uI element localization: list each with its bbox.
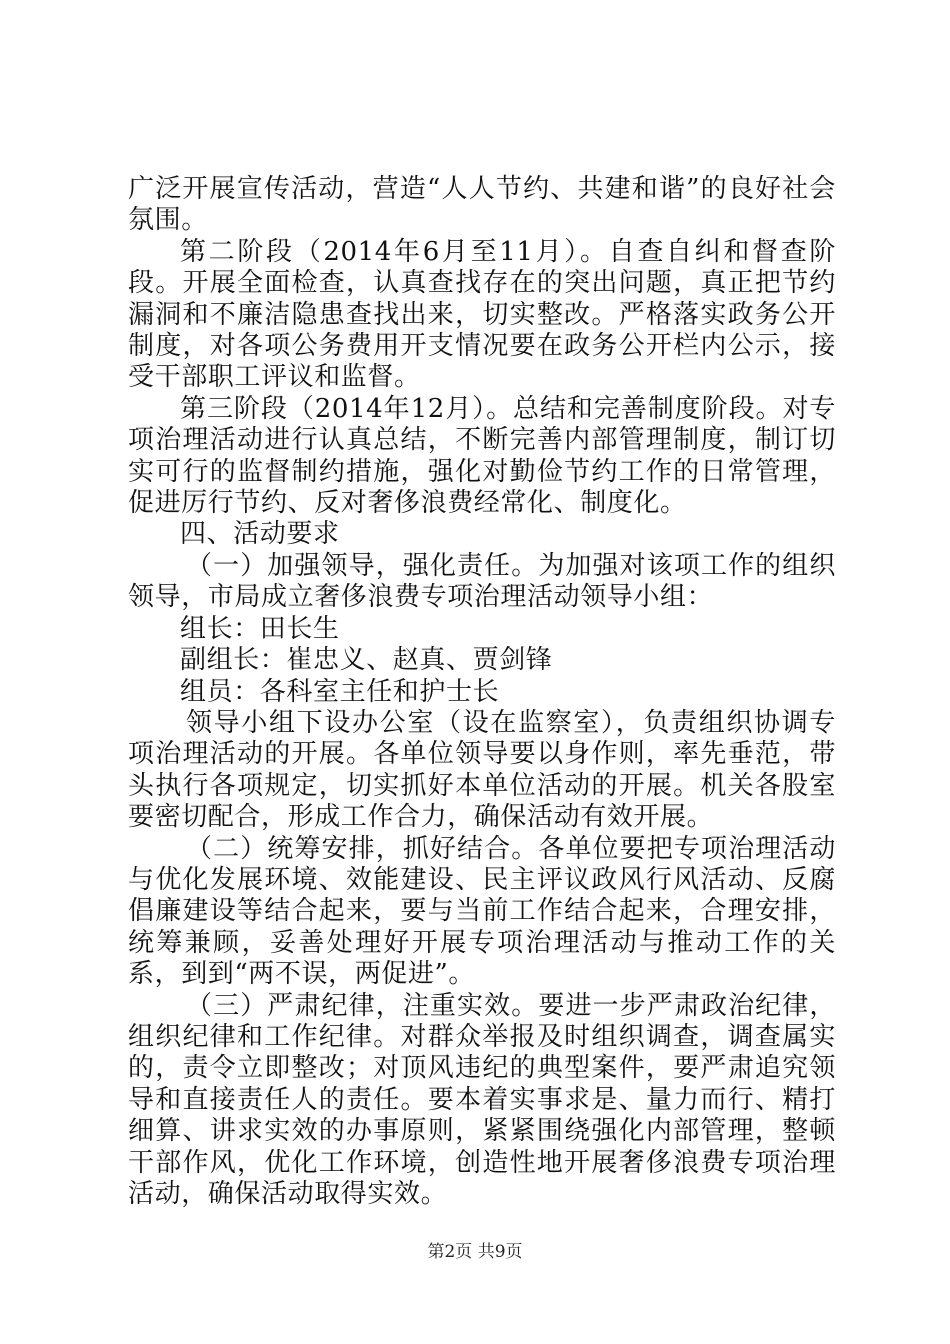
page-number-footer: 第2页 共9页: [427, 1242, 523, 1262]
paragraph-requirement-two: （二）统筹安排，抓好结合。各单位要把专项治理活动与优化发展环境、效能建设、民主评议政风行风活动、反腐倡廉建设等结合起来，要与当前工作结合起来，合理安排，统筹兼顾，妥善处理好开展专项治理活动与推动工作的关系，到到“两不误，两促进”。: [128, 833, 836, 990]
document-body: [128, 174, 836, 1210]
paragraph-requirement-one: （一）加强领导，强化责任。为加强对该项工作的组织领导，市局成立奢侈浪费专项治理活动领导小组：: [128, 550, 836, 613]
paragraph-requirement-three: （三）严肃纪律，注重实效。要进一步严肃政治纪律，组织纪律和工作纪律。对群众举报及时组织调查，调查属实的，责令立即整改；对顶风违纪的典型案件，要严肃追究领导和直接责任人的责任。要本着实事求是、量力而行、精打细算、讲求实效的办事原则，紧紧围绕强化内部管理，整顿干部作风，优化工作环境，创造性地开展奢侈浪费专项治理活动，确保活动取得实效。: [128, 990, 836, 1209]
paragraph-stage-three: 第三阶段（2014年12月）。总结和完善制度阶段。对专项治理活动进行认真总结，不断完善内部管理制度，制订切实可行的监督制约措施，强化对勤俭节约工作的日常管理，促进厉行节约、反对奢侈浪费经常化、制度化。: [128, 393, 836, 519]
members-line: 组员：各科室主任和护士长: [180, 676, 500, 707]
paragraph-stage-two: 第二阶段（2014年6月至11月）。自查自纠和督查阶段。开展全面检查，认真查找存在的突出问题，真正把节约漏洞和不廉洁隐患查找出来，切实整改。严格落实政务公开制度，对各项公务费用开支情况要在政务公开栏内公示，接受干部职工评议和监督。: [128, 236, 836, 393]
deputy-leader-line: 副组长：崔忠义、赵真、贾剑锋: [180, 645, 553, 676]
section-heading-requirements: 四、活动要求: [180, 519, 340, 550]
paragraph-publicity: 广泛开展宣传活动，营造“人人节约、共建和谐”的良好社会氛围。: [128, 174, 836, 236]
paragraph-office: 领导小组下设办公室（设在监察室），负责组织协调专项治理活动的开展。各单位领导要以身作则，率先垂范，带头执行各项规定，切实抓好本单位活动的开展。机关各股室要密切配合，形成工作合力，确保活动有效开展。: [128, 707, 836, 833]
leader-line: 组长：田长生: [180, 613, 340, 644]
